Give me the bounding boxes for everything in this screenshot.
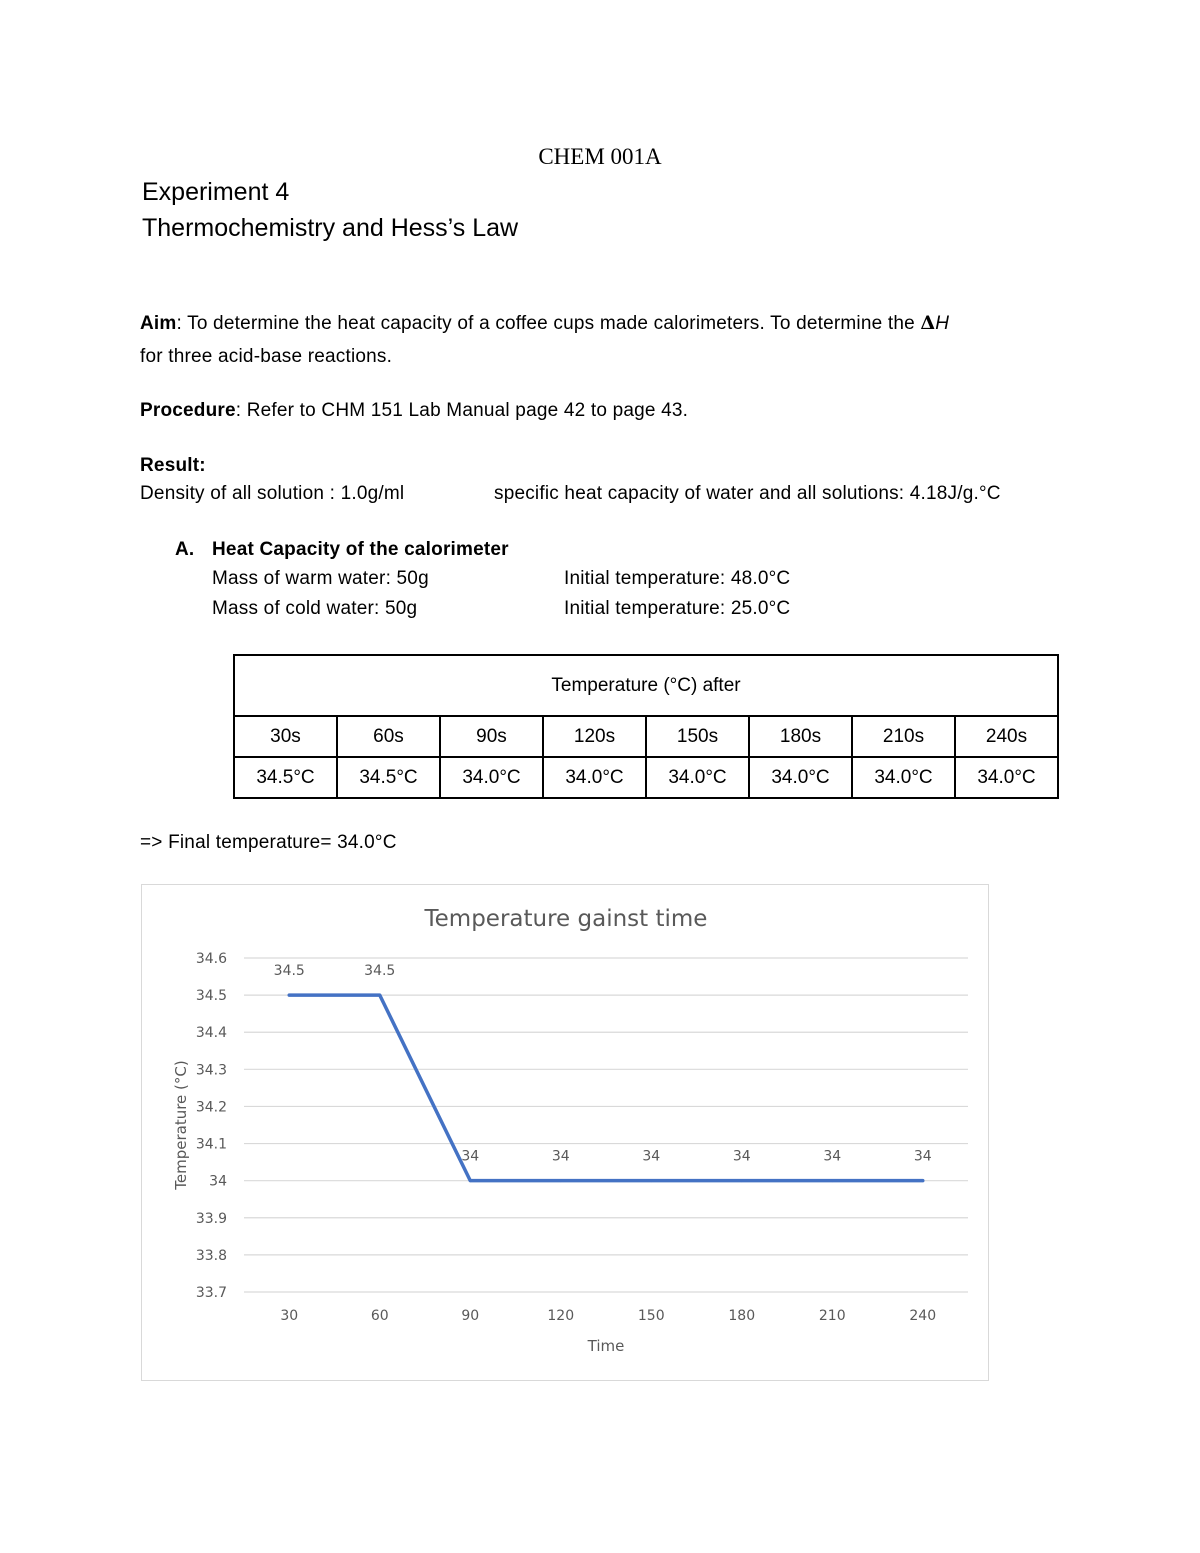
temp-cell: 34.5°C xyxy=(234,757,337,798)
x-tick-label: 240 xyxy=(909,1308,937,1324)
time-cell: 120s xyxy=(543,716,646,757)
y-tick-label: 34.3 xyxy=(195,1062,227,1079)
time-cell: 60s xyxy=(337,716,440,757)
data-label: 34 xyxy=(642,1148,661,1165)
aim-label: Aim xyxy=(140,313,177,334)
temp-cell: 34.0°C xyxy=(543,757,646,798)
data-label: 34 xyxy=(551,1148,570,1165)
data-point xyxy=(650,1179,653,1182)
specific-heat-text: specific heat capacity of water and all solutions: 4.18J/g.°C xyxy=(494,483,1001,504)
time-cell: 90s xyxy=(440,716,543,757)
section-a-marker: A. xyxy=(175,539,195,560)
experiment-title: Experiment 4 xyxy=(142,178,290,206)
temp-cell: 34.0°C xyxy=(646,757,749,798)
time-cell: 240s xyxy=(955,716,1058,757)
time-row xyxy=(234,716,1058,757)
temp-cell: 34.0°C xyxy=(955,757,1058,798)
chart-title: Temperature gainst time xyxy=(424,906,708,932)
chart-container xyxy=(141,884,989,1381)
procedure-line xyxy=(140,400,688,422)
final-temperature: => Final temperature= 34.0°C xyxy=(140,832,397,853)
x-tick-label: 60 xyxy=(370,1308,389,1324)
temp-cell: 34.0°C xyxy=(440,757,543,798)
aim-line-2: for three acid-base reactions. xyxy=(140,346,393,367)
warm-water-temp: Initial temperature: 48.0°C xyxy=(564,568,791,589)
aim-text: : To determine the heat capacity of a coffee cups made calorimeters. To determine the xyxy=(176,313,921,334)
x-axis-label: Time xyxy=(587,1337,625,1355)
data-label: 34 xyxy=(823,1148,842,1165)
time-cell: 30s xyxy=(234,716,337,757)
data-label: 34 xyxy=(732,1148,751,1165)
x-tick-label: 210 xyxy=(818,1308,846,1324)
time-cell: 150s xyxy=(646,716,749,757)
y-tick-label: 34 xyxy=(209,1173,227,1190)
data-label: 34.5 xyxy=(364,963,396,980)
result-label: Result: xyxy=(140,455,206,476)
temp-cell: 34.0°C xyxy=(749,757,852,798)
aim-line-1 xyxy=(140,312,949,335)
y-tick-label: 33.7 xyxy=(195,1285,227,1301)
y-tick-label: 34.6 xyxy=(195,951,227,967)
y-tick-label: 34.4 xyxy=(195,1025,227,1042)
temp-cell: 34.5°C xyxy=(337,757,440,798)
section-a-heading: Heat Capacity of the calorimeter xyxy=(212,539,509,560)
cold-water-mass: Mass of cold water: 50g xyxy=(212,598,418,619)
enthalpy-symbol: H xyxy=(935,313,950,334)
delta-symbol: Δ xyxy=(920,312,936,334)
time-cell: 180s xyxy=(749,716,852,757)
temp-cell: 34.0°C xyxy=(852,757,955,798)
x-tick-label: 120 xyxy=(547,1308,575,1324)
x-tick-label: 180 xyxy=(728,1308,756,1324)
temperature-row xyxy=(234,757,1058,798)
data-point xyxy=(831,1179,834,1182)
y-tick-label: 34.1 xyxy=(195,1136,227,1153)
data-point xyxy=(740,1179,743,1182)
line-chart xyxy=(142,885,988,1380)
y-tick-label: 33.8 xyxy=(195,1247,227,1264)
x-tick-label: 90 xyxy=(461,1308,480,1324)
y-tick-label: 33.9 xyxy=(195,1210,227,1227)
procedure-label: Procedure xyxy=(140,400,236,421)
cold-water-temp: Initial temperature: 25.0°C xyxy=(564,598,791,619)
course-code: CHEM 001A xyxy=(538,144,662,169)
procedure-text: : Refer to CHM 151 Lab Manual page 42 to page 43. xyxy=(235,400,689,421)
table-header: Temperature (°C) after xyxy=(234,655,1058,716)
data-label: 34 xyxy=(461,1148,480,1165)
data-point xyxy=(559,1179,562,1182)
warm-water-mass: Mass of warm water: 50g xyxy=(212,568,429,589)
data-label: 34.5 xyxy=(273,963,305,980)
y-axis-label: Temperature (°C) xyxy=(172,1060,190,1190)
time-cell: 210s xyxy=(852,716,955,757)
data-label: 34 xyxy=(913,1148,932,1165)
x-tick-label: 150 xyxy=(637,1308,665,1324)
y-tick-label: 34.2 xyxy=(195,1099,227,1116)
x-tick-label: 30 xyxy=(280,1308,299,1324)
y-tick-label: 34.5 xyxy=(195,988,227,1005)
data-point xyxy=(288,994,291,997)
experiment-subtitle: Thermochemistry and Hess’s Law xyxy=(142,214,519,242)
data-point xyxy=(378,994,381,997)
density-text: Density of all solution : 1.0g/ml xyxy=(140,483,405,504)
data-point xyxy=(921,1179,924,1182)
temperature-table xyxy=(233,654,1059,799)
data-point xyxy=(469,1179,472,1182)
